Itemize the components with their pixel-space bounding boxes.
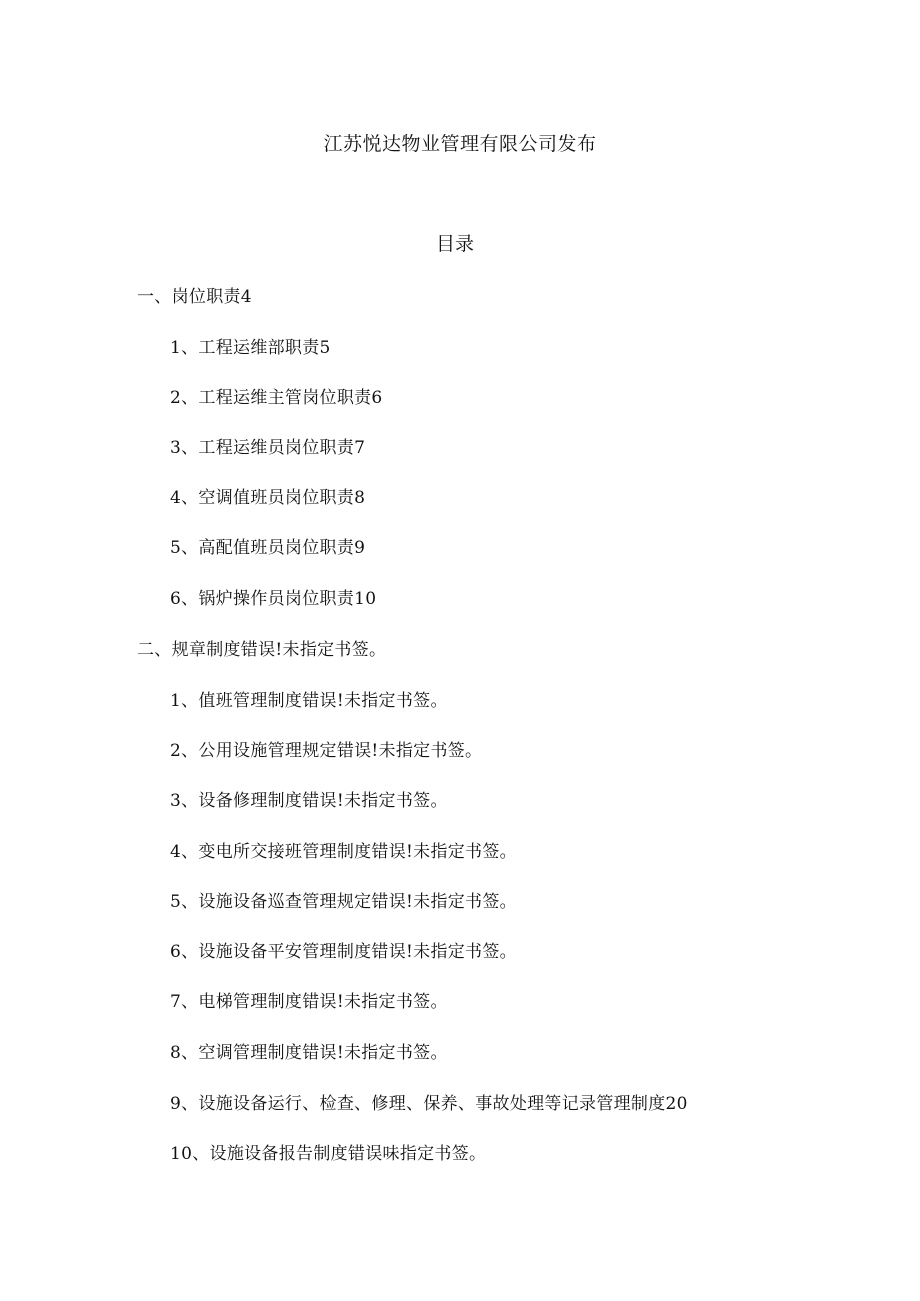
toc-entry-2-3[interactable]: 3、设备修理制度错误!未指定书签。 (170, 791, 448, 811)
toc-entry-2-2[interactable]: 2、公用设施管理规定错误!未指定书签。 (170, 741, 483, 761)
toc-entry-1-6[interactable]: 6、锅炉操作员岗位职责10 (170, 589, 377, 609)
toc-entry-1-1[interactable]: 1、工程运维部职责5 (170, 338, 331, 358)
toc-entry-2-8[interactable]: 8、空调管理制度错误!未指定书签。 (170, 1043, 448, 1063)
toc-title: 目录 (435, 233, 474, 255)
toc-entry-2-5[interactable]: 5、设施设备巡查管理规定错误!未指定书签。 (170, 892, 517, 912)
toc-entry-2-9[interactable]: 9、设施设备运行、检查、修理、保养、事故处理等记录管理制度20 (170, 1094, 688, 1114)
publisher-line: 江苏悦达物业管理有限公司发布 (323, 133, 597, 155)
toc-entry-2-10[interactable]: 10、设施设备报告制度错误味指定书签。 (170, 1144, 487, 1164)
toc-entry-section-2[interactable]: 二、规章制度错误!未指定书签。 (137, 640, 387, 660)
toc-entry-1-2[interactable]: 2、工程运维主管岗位职责6 (170, 388, 383, 408)
toc-entry-section-1[interactable]: 一、岗位职责4 (137, 287, 252, 307)
toc-entry-1-3[interactable]: 3、工程运维员岗位职责7 (170, 438, 366, 458)
toc-entry-1-4[interactable]: 4、空调值班员岗位职责8 (170, 488, 366, 508)
toc-entry-1-5[interactable]: 5、高配值班员岗位职责9 (170, 538, 366, 558)
toc-entry-2-4[interactable]: 4、变电所交接班管理制度错误!未指定书签。 (170, 842, 517, 862)
toc-entry-2-7[interactable]: 7、电梯管理制度错误!未指定书签。 (170, 992, 448, 1012)
toc-entry-2-1[interactable]: 1、值班管理制度错误!未指定书签。 (170, 691, 448, 711)
toc-entry-2-6[interactable]: 6、设施设备平安管理制度错误!未指定书签。 (170, 942, 517, 962)
